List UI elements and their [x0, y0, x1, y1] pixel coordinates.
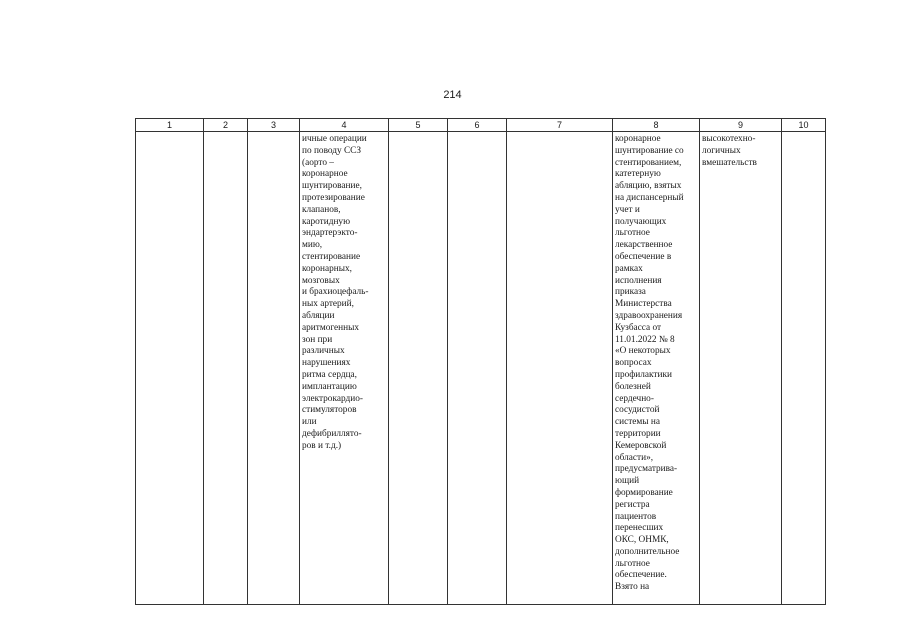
cell-col-1 [136, 132, 204, 605]
column-header-8: 8 [613, 119, 700, 132]
cell-text-line: стимуляторов [302, 405, 357, 416]
cell-text-line: сосудистой [615, 405, 660, 416]
cell-text-line: предусматрива- [615, 464, 678, 475]
cell-text-line: Кузбасса от [615, 322, 662, 333]
cell-text-line: ных артерий, [302, 299, 354, 310]
cell-text-line: ритма сердца, [302, 369, 358, 380]
cell-text-line: стентированием, [615, 157, 682, 168]
cell-text-line: ичные операции [302, 134, 367, 144]
cell-col-2 [204, 132, 248, 605]
cell-text-line: протезирование [302, 192, 365, 203]
cell-col-6 [448, 132, 507, 605]
cell-text-line: вопросах [615, 358, 652, 369]
cell-text-line: на диспансерный [615, 192, 684, 203]
column-header-9: 9 [700, 119, 782, 132]
table-header-row [136, 119, 826, 132]
cell-text-line: абляции [302, 310, 335, 321]
cell-text-line: приказа [615, 287, 646, 298]
cell-text-line: зон при [302, 334, 333, 345]
column-header-1: 1 [136, 119, 204, 132]
cell-text-line: мозговых [302, 275, 340, 286]
cell-text-line: коронарное [302, 169, 348, 180]
cell-col-9 [700, 132, 782, 605]
cell-text-line: по поводу ССЗ [302, 145, 362, 156]
cell-col-4 [300, 132, 389, 605]
cell-text-line: имплантацию [302, 381, 357, 392]
cell-text-line: мию, [302, 240, 323, 251]
cell-text-line: аритмогенных [302, 322, 360, 333]
cell-text-line: коронарное [615, 134, 661, 144]
cell-text-line: Взято на [615, 582, 650, 593]
cell-text-line: регистра [615, 499, 650, 510]
cell-text-line: получающих [615, 216, 667, 227]
cell-text-line: формирование [615, 487, 673, 498]
cell-text-line: ющий [615, 476, 640, 487]
cell-text-line: нарушениях [302, 358, 351, 369]
cell-text-line: территории [615, 428, 661, 439]
page-number: 214 [443, 89, 462, 101]
cell-text-line: перенесших [615, 523, 664, 534]
cell-text-line: электрокардио- [302, 393, 363, 404]
cell-text-line: Министерства [615, 299, 672, 310]
cell-col-5 [389, 132, 448, 605]
cell-text-line: дефибриллято- [302, 428, 362, 439]
cell-text-line: шунтирование со [615, 145, 684, 156]
cell-text-line: клапанов, [302, 204, 341, 215]
cell-text-line: исполнения [615, 275, 662, 286]
cell-col-10 [782, 132, 826, 605]
cell-text-line: шунтирование, [302, 181, 362, 192]
cell-text-line: коронарных, [302, 263, 352, 274]
cell-text-line: или [302, 417, 317, 428]
cell-text-line: высокотехно- [702, 134, 756, 144]
cell-text-line: дополнительное [615, 546, 680, 557]
cell-text-line: системы на [615, 417, 660, 428]
cell-text-line: болезней [615, 381, 651, 392]
column-header-4: 4 [300, 119, 389, 132]
table-row [136, 132, 826, 605]
column-header-2: 2 [204, 119, 248, 132]
cell-text-line: различных [302, 346, 345, 357]
cell-text-line: ОКС, ОНМК, [615, 535, 669, 546]
cell-text-line: льготное [615, 558, 650, 569]
cell-text-line: 11.01.2022 № 8 [615, 334, 675, 345]
cell-text-line: (аорто – [302, 157, 334, 168]
cell-text-line: профилактики [615, 369, 672, 380]
cell-text-line: пациентов [615, 511, 657, 522]
cell-text-line: эндартерэкто- [302, 228, 358, 239]
cell-text-line: обеспечение в [615, 251, 672, 262]
cell-text-line: абляцию, взятых [615, 181, 682, 192]
cell-text-line: льготное [615, 228, 650, 239]
column-header-6: 6 [448, 119, 507, 132]
cell-text-line: стентирование [302, 251, 361, 262]
cell-text-line: обеспечение. [615, 570, 667, 581]
cell-text-line: рамках [615, 263, 643, 274]
cell-text-line: и брахиоцефаль- [302, 287, 369, 298]
cell-col-7 [507, 132, 613, 605]
cell-text-line: учет и [615, 204, 640, 215]
cell-text-line: Кемеровской [615, 440, 667, 451]
cell-col-3 [248, 132, 300, 605]
column-header-7: 7 [507, 119, 613, 132]
cell-text-line: катетерную [615, 169, 661, 180]
cell-text-line: вмешательств [702, 157, 757, 168]
column-header-10: 10 [782, 119, 826, 132]
cell-text-line: области», [615, 452, 654, 463]
cell-text-line: каротидную [302, 216, 351, 227]
cell-text-line: ров и т.д.) [302, 440, 342, 451]
cell-col-8 [613, 132, 700, 605]
cell-text-line: сердечно- [615, 393, 654, 404]
column-header-5: 5 [389, 119, 448, 132]
cell-text-line: лекарственное [615, 240, 673, 251]
cell-text-line: «О некоторых [615, 346, 671, 357]
cell-text-line: здравоохранения [615, 310, 683, 321]
column-header-3: 3 [248, 119, 300, 132]
cell-text-line: логичных [702, 145, 741, 156]
data-table [135, 118, 826, 605]
